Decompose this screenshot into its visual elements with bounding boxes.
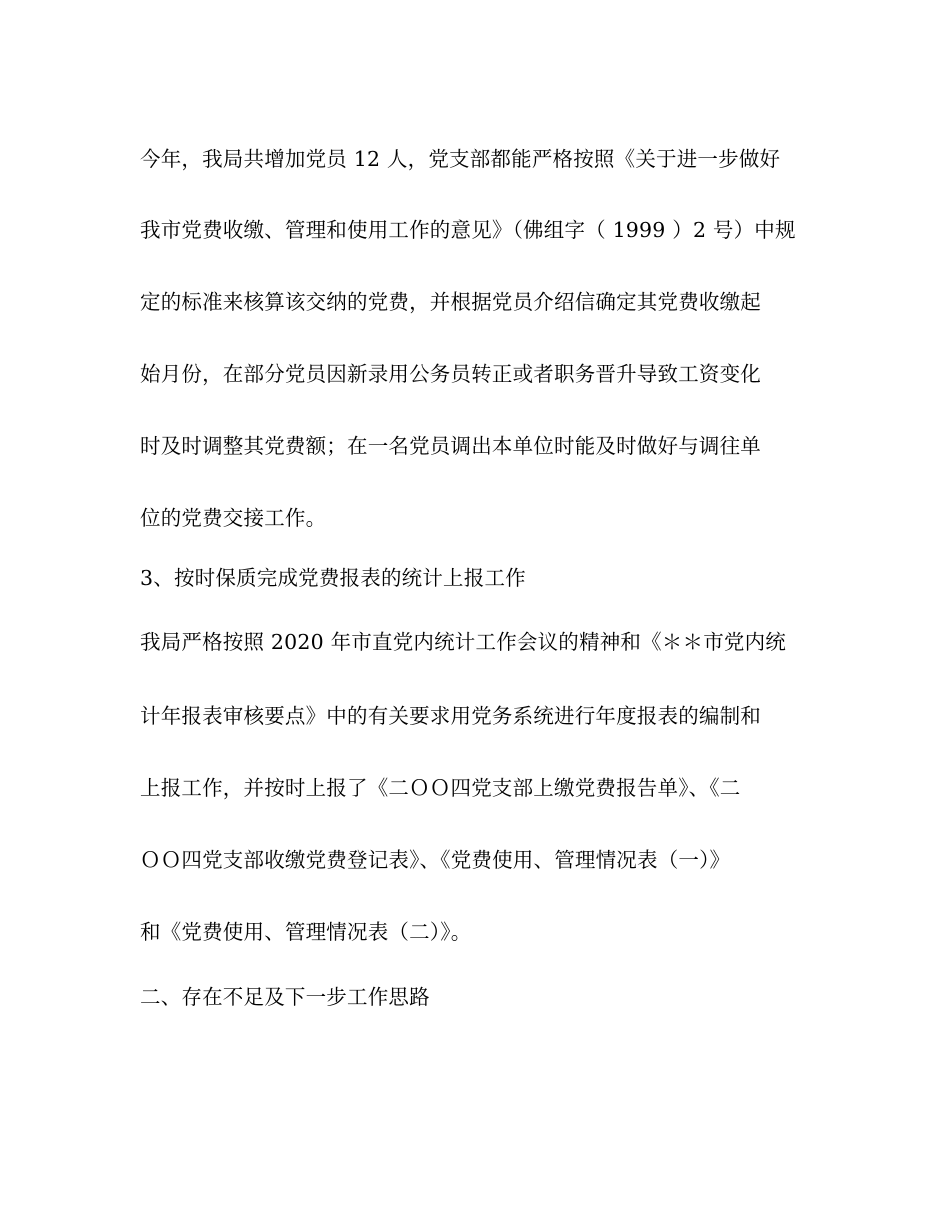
paragraph-line: 今年，我局共增加党员 12 人，党支部都能严格按照《关于进一步做好 [140,147,781,171]
section-heading-3: 3、按时保质完成党费报表的统计上报工作 [140,566,526,590]
paragraph-line: 和《党费使用、管理情况表（二）》。 [140,920,472,944]
paragraph-line: ＯＯ四党支部收缴党费登记表》、《党费使用、管理情况表（一）》 [140,848,731,872]
paragraph-line: 计年报表审核要点》中的有关要求用党务系统进行年度报表的编制和 [140,704,761,728]
section-heading-2: 二、存在不足及下一步工作思路 [140,985,430,1009]
paragraph-line: 始月份，在部分党员因新录用公务员转正或者职务晋升导致工资变化 [140,362,761,386]
paragraph-line: 时及时调整其党费额；在一名党员调出本单位时能及时做好与调往单 [140,434,761,458]
paragraph-line: 我市党费收缴、管理和使用工作的意见》（佛组字（ 1999 ）2 号）中规 [140,218,796,242]
paragraph-line: 位的党费交接工作。 [140,506,327,530]
paragraph-line: 上报工作，并按时上报了《二ＯＯ四党支部上缴党费报告单》、《二 [140,776,741,800]
paragraph-line: 定的标准来核算该交纳的党费，并根据党员介绍信确定其党费收缴起 [140,290,761,314]
paragraph-line: 我局严格按照 2020 年市直党内统计工作会议的精神和《＊＊市党内统 [140,630,787,654]
